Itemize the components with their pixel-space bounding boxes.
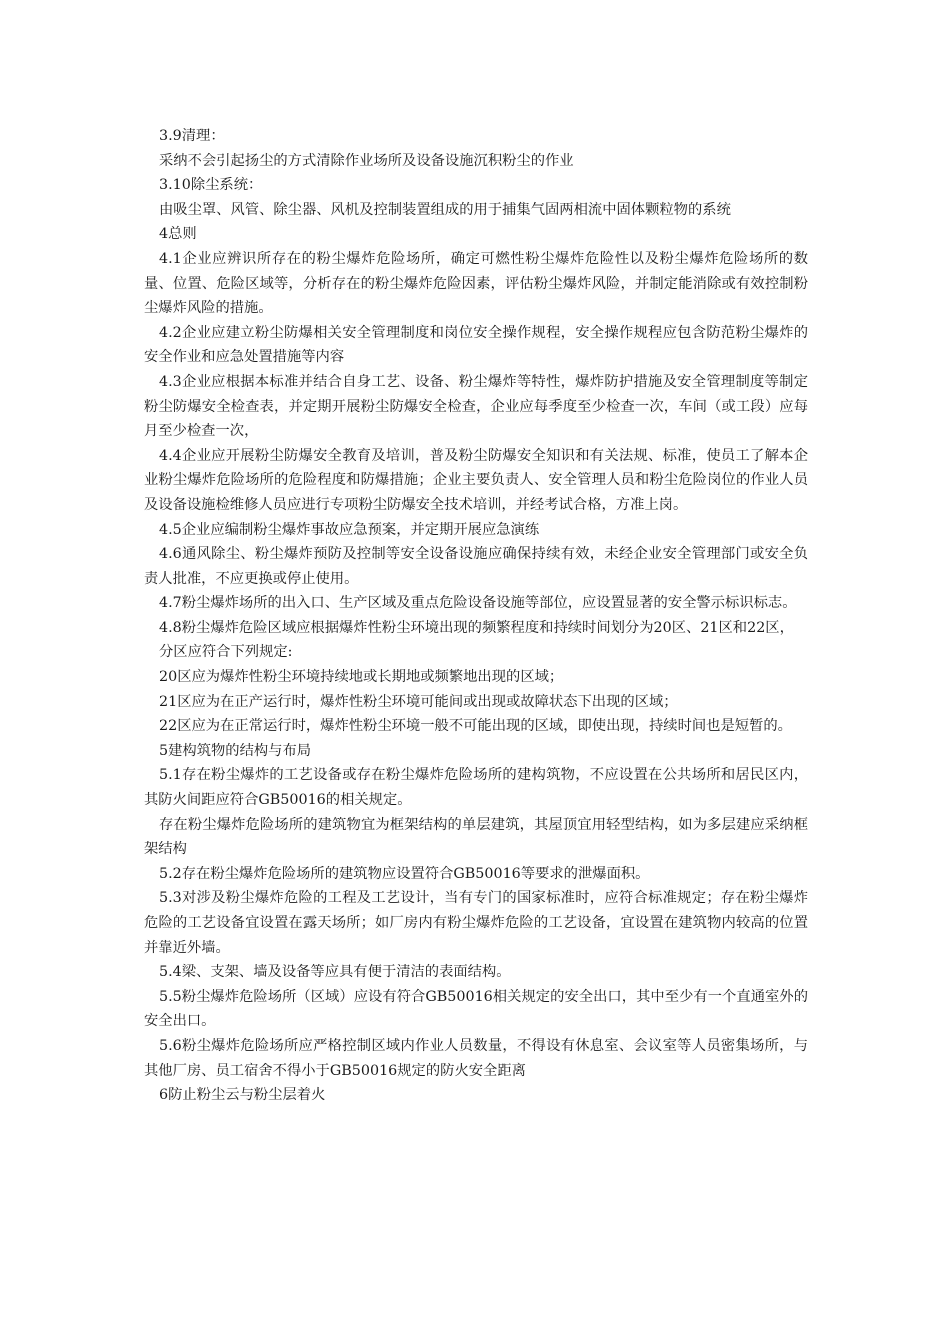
paragraph: 4.2企业应建立粉尘防爆相关安全管理制度和岗位安全操作规程，安全操作规程应包含防范粉尘爆炸的安全作业和应急处置措施等内容 — [144, 324, 808, 366]
paragraph: 20区应为爆炸性粉尘环境持续地或长期地或频繁地出现的区域； — [159, 669, 564, 686]
paragraph: 3.9清理： — [159, 128, 225, 144]
document-body — [144, 124, 808, 1108]
paragraph: 4.4企业应开展粉尘防爆安全教育及培训，普及粉尘防爆安全知识和有关法规、标准，使员工了解本企业粉尘爆炸危险场所的危险程度和防爆措施；企业主要负责人、安全管理人员和粉尘危险岗位的作业人员及设备设施检维修人员应进行专项粉尘防爆安全技术培训，并经考试合格，方准上岗。 — [144, 447, 808, 513]
section-heading: 5建构筑物的结构与布局 — [159, 742, 312, 759]
paragraph: 4.6通风除尘、粉尘爆炸预防及控制等安全设备设施应确保持续有效，未经企业安全管理部门或安全负责人批准，不应更换或停止使用。 — [144, 546, 808, 587]
section-heading: 6防止粉尘云与粉尘层着火 — [159, 1087, 326, 1104]
paragraph: 22区应为在正常运行时，爆炸性粉尘环境一般不可能出现的区域，即使出现，持续时间也是短暂的。 — [159, 718, 792, 735]
paragraph: 5.1存在粉尘爆炸的工艺设备或存在粉尘爆炸危险场所的建构筑物，不应设置在公共场所和居民区内，其防火间距应符合GB50016的相关规定。 — [144, 767, 808, 809]
paragraph: 由吸尘罩、风管、除尘器、风机及控制装置组成的用于捕集气固两相流中固体颗粒物的系统 — [159, 201, 731, 218]
paragraph: 4.1企业应辨识所存在的粉尘爆炸危险场所，确定可燃性粉尘爆炸危险性以及粉尘爆炸危险场所的数量、位置、危险区域等，分析存在的粉尘爆炸危险因素，评估粉尘爆炸风险，并制定能消除或有效控制粉尘爆炸风险的措施。 — [144, 250, 808, 317]
paragraph: 存在粉尘爆炸危险场所的建筑物宜为框架结构的单层建筑，其屋顶宜用轻型结构，如为多层建应采纳框架结构 — [144, 816, 808, 858]
paragraph: 分区应符合下列规定: — [159, 644, 293, 661]
paragraph: 3.10除尘系统： — [159, 177, 263, 194]
paragraph: 4.3企业应根据本标准并结合自身工艺、设备、粉尘爆炸等特性，爆炸防护措施及安全管理制度等制定粉尘防爆安全检查表，并定期开展粉尘防爆安全检查，企业应每季度至少检查一次，车间（或工段）应每月至少检查一次， — [144, 373, 808, 440]
paragraph: 4.8粉尘爆炸危险区域应根据爆炸性粉尘环境出现的频繁程度和持续时间划分为20区、21区和22区， — [159, 619, 794, 636]
paragraph: 5.2存在粉尘爆炸危险场所的建筑物应设置符合GB50016等要求的泄爆面积。 — [159, 865, 650, 882]
paragraph: 21区应为在正产运行时，爆炸性粉尘环境可能间或出现或故障状态下出现的区域； — [159, 693, 678, 710]
paragraph: 5.4梁、支架、墙及设备等应具有便于清洁的表面结构。 — [159, 964, 511, 981]
paragraph: 4.7粉尘爆炸场所的出入口、生产区域及重点危险设备设施等部位，应设置显著的安全警示标识标志。 — [159, 595, 797, 612]
paragraph: 5.6粉尘爆炸危险场所应严格控制区域内作业人员数量，不得设有休息室、会议室等人员密集场所，与其他厂房、员工宿舍不得小于GB50016规定的防火安全距离 — [144, 1037, 808, 1079]
paragraph: 4.5企业应编制粉尘爆炸事故应急预案，并定期开展应急演练 — [159, 521, 540, 538]
paragraph: 采纳不会引起扬尘的方式清除作业场所及设备设施沉积粉尘的作业 — [159, 152, 574, 169]
paragraph: 5.3对涉及粉尘爆炸危险的工程及工艺设计，当有专门的国家标准时，应符合标准规定；存在粉尘爆炸危险的工艺设备宜设置在露天场所；如厂房内有粉尘爆炸危险的工艺设备，宜设置在建筑物内较高的位置并靠近外墙。 — [144, 890, 808, 956]
section-heading: 4总则 — [159, 226, 197, 243]
paragraph: 5.5粉尘爆炸危险场所（区域）应设有符合GB50016相关规定的安全出口，其中至少有一个直通室外的安全出口。 — [144, 988, 808, 1030]
